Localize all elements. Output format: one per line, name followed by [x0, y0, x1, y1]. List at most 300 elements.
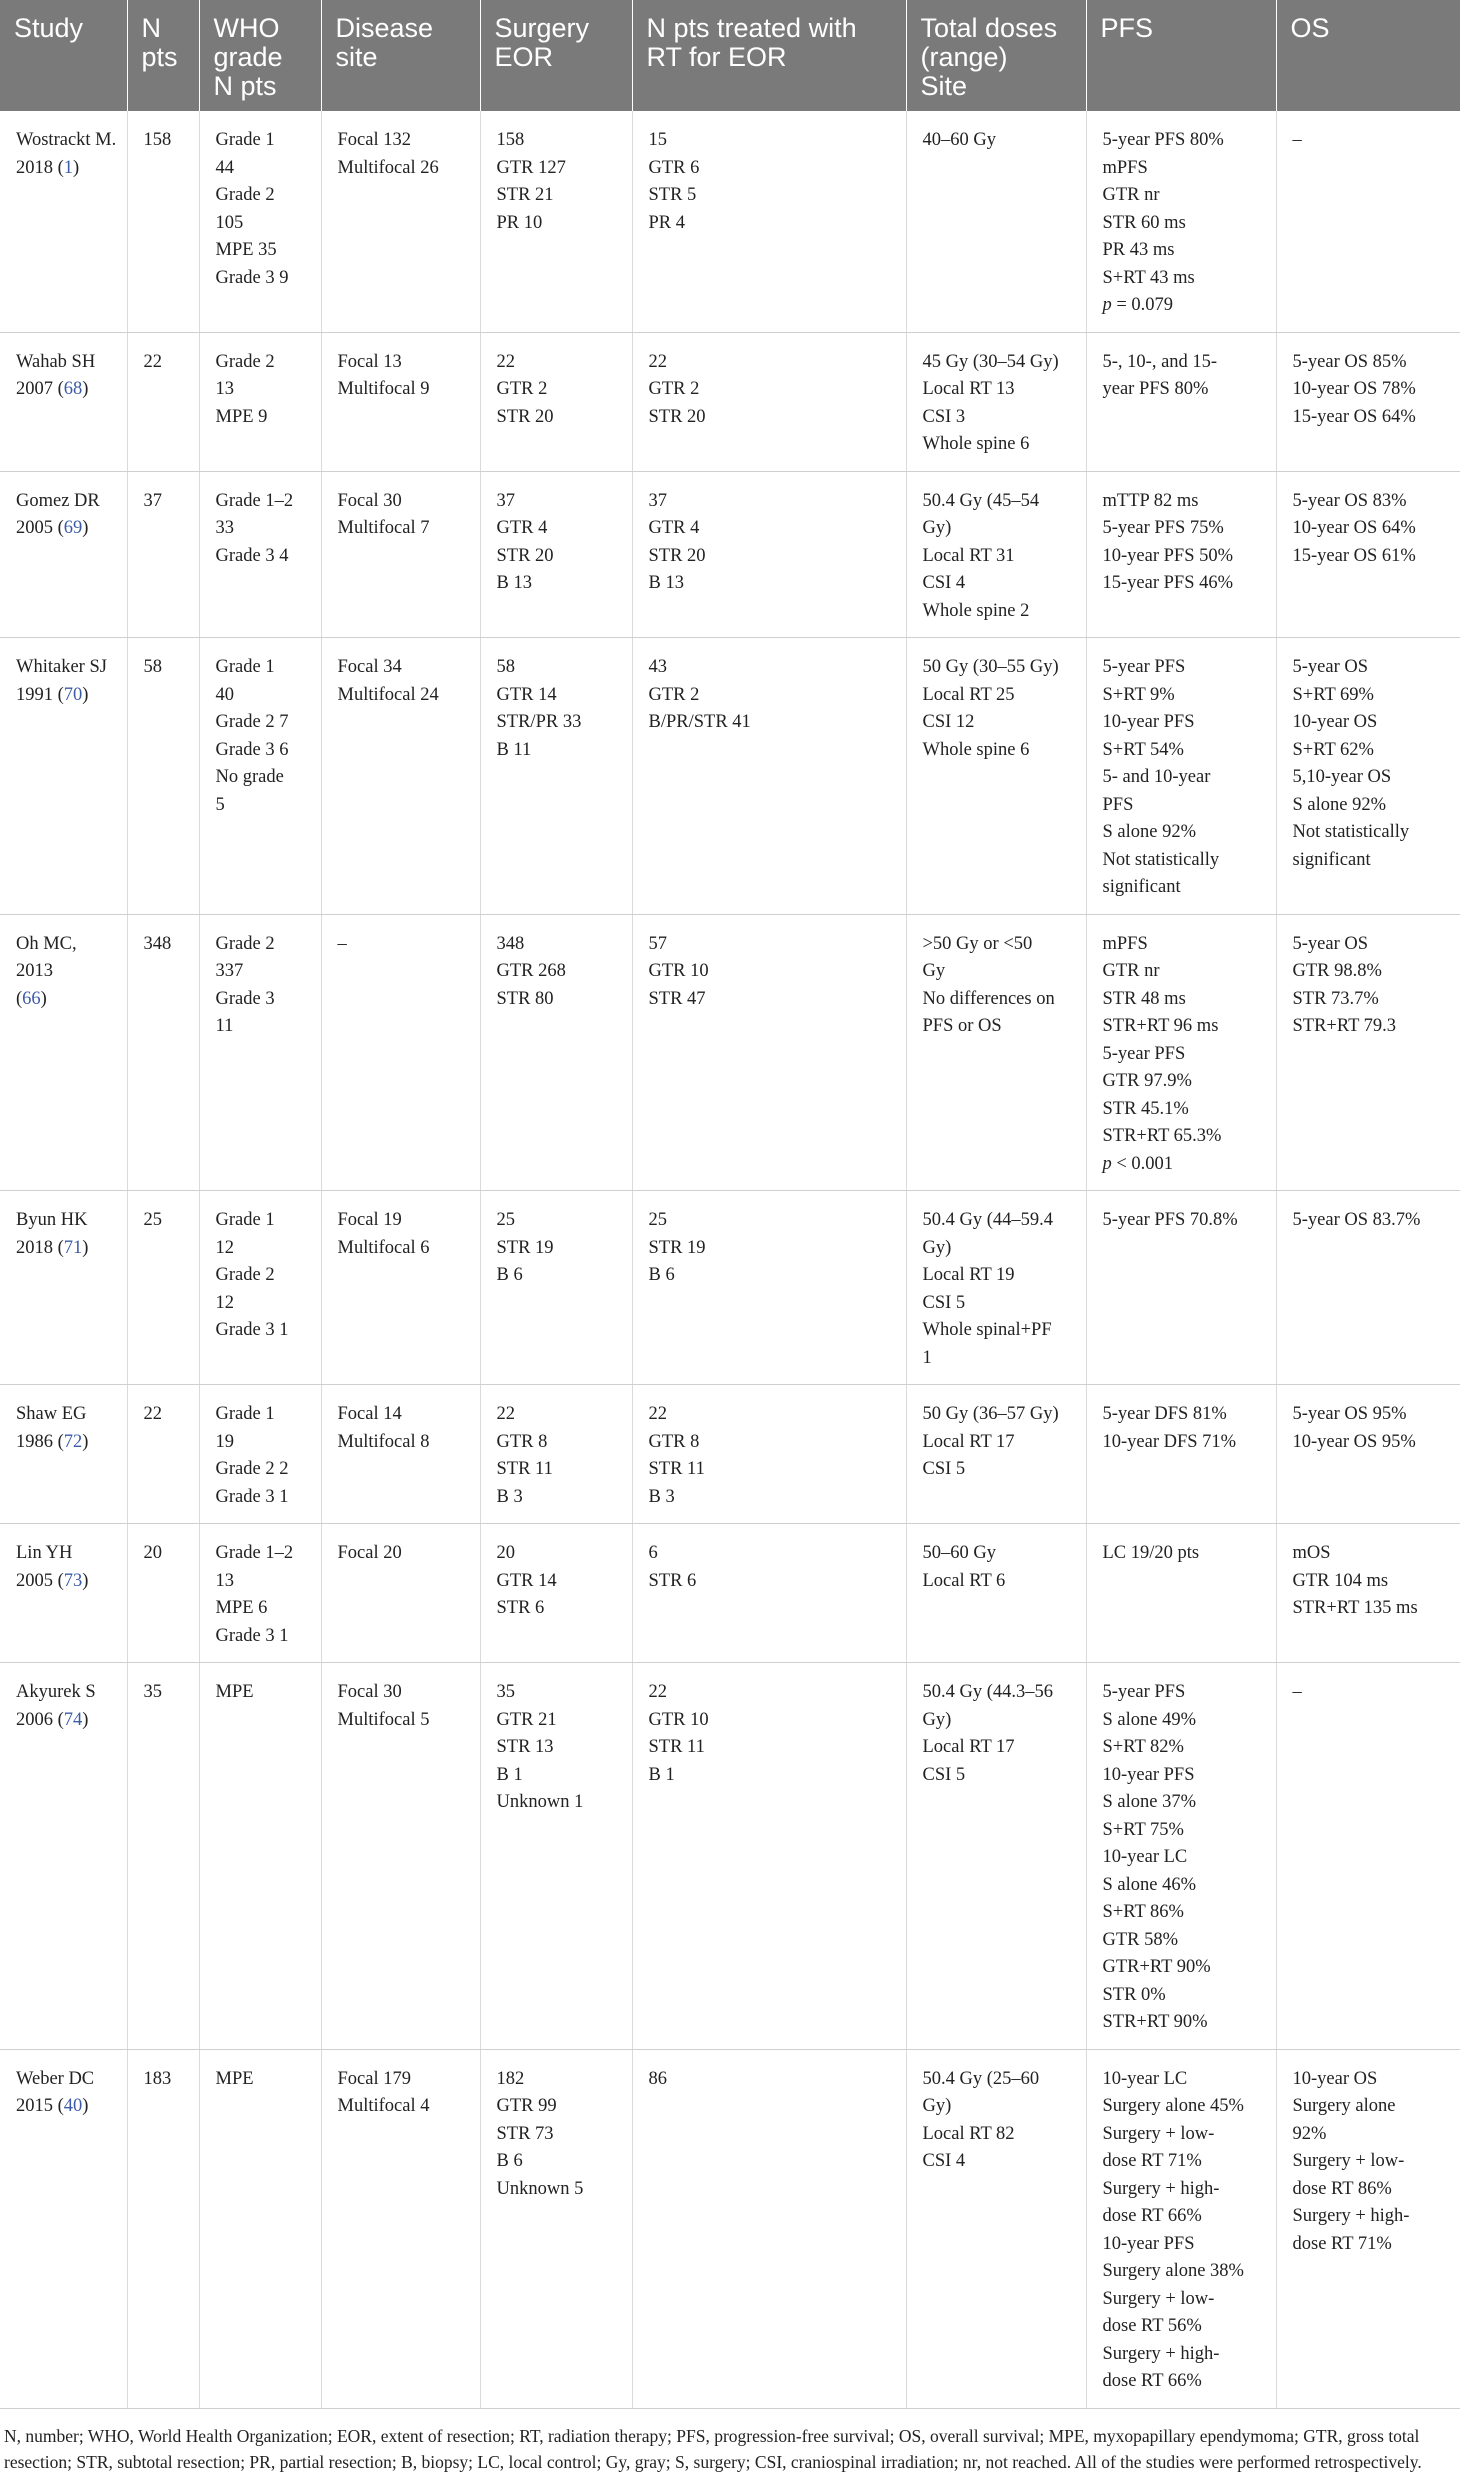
cell-line: GTR 268: [496, 961, 566, 981]
cell-line: Grade 2 7: [215, 712, 289, 732]
cell-line: Multifocal 8: [337, 1431, 430, 1452]
study-year: (: [16, 988, 23, 1009]
reference-link[interactable]: 66: [22, 988, 41, 1009]
study-author: Byun HK: [16, 1210, 88, 1230]
cell-line: N pts: [213, 71, 277, 101]
ref-close-paren: ): [82, 1237, 89, 1258]
cell-line: PR 10: [496, 212, 543, 233]
cell-os: [1276, 1524, 1460, 1663]
cell-line: 5-year OS 85%: [1292, 351, 1407, 372]
cell-line: 10-year PFS: [1102, 712, 1195, 732]
cell-line: 40: [215, 684, 234, 705]
cell-line: [1103, 1151, 1266, 1179]
cell-line: Gy): [922, 1709, 952, 1730]
cell-rt: [632, 471, 906, 638]
cell-line: GTR 10: [648, 961, 709, 981]
cell-line: 12: [215, 1292, 234, 1313]
cell-line: 5-year OS: [1292, 933, 1369, 954]
cell-line: 19: [215, 1431, 234, 1452]
cell-surgery: [480, 111, 632, 332]
cell-line: EOR: [494, 42, 554, 72]
cell-line: 15-year OS 61%: [1292, 545, 1416, 566]
cell-line: GTR 104 ms: [1292, 1570, 1389, 1591]
cell-line: 25: [648, 1210, 667, 1230]
cell-line: S+RT 86%: [1102, 1902, 1184, 1922]
cell-line: STR 60 ms: [1102, 212, 1186, 233]
cell-pfs: [1086, 1524, 1276, 1663]
cell-study: [0, 1191, 127, 1385]
cell-line: 20: [496, 1543, 515, 1563]
cell-line: GTR 4: [648, 518, 700, 538]
cell-line: Focal 30: [337, 490, 402, 511]
cell-line: Grade 3 1: [215, 1320, 289, 1340]
cell-who: [199, 914, 321, 1191]
reference-link[interactable]: 73: [63, 1570, 83, 1591]
column-header: [199, 0, 321, 111]
cell-line: 5-year PFS 75%: [1102, 518, 1224, 538]
cell-line: Site: [920, 71, 968, 101]
p-value: < 0.001: [1111, 1153, 1174, 1174]
cell-line: 50 Gy (36–57 Gy): [922, 1404, 1059, 1424]
cell-line: 13: [215, 379, 234, 399]
cell-line: 22: [496, 1404, 515, 1424]
cell-site: [321, 2049, 480, 2408]
cell-line: Gy): [922, 2096, 952, 2116]
reference-link[interactable]: 40: [63, 2096, 83, 2116]
cell-line: STR 19: [648, 1237, 706, 1258]
cell-n: [127, 1191, 199, 1385]
study-year-ref: [16, 2093, 117, 2121]
cell-line: dose RT 86%: [1292, 2178, 1392, 2199]
cell-line: S alone 46%: [1102, 1874, 1197, 1895]
reference-link[interactable]: 72: [63, 1431, 83, 1452]
cell-pfs: [1086, 332, 1276, 471]
cell-line: 10-year PFS: [1102, 2233, 1195, 2254]
study-year: 2018 (: [16, 157, 64, 178]
cell-line: Local RT 25: [922, 684, 1015, 705]
cell-rt: [632, 1663, 906, 2050]
cell-line: B 6: [496, 2151, 523, 2171]
cell-os: [1276, 111, 1460, 332]
cell-line: 15: [648, 130, 667, 150]
cell-who: [199, 2049, 321, 2408]
cell-line: site: [335, 42, 378, 72]
cell-site: [321, 111, 480, 332]
cell-line: Unknown 5: [496, 2178, 584, 2199]
cell-os: [1276, 1191, 1460, 1385]
cell-line: 10-year PFS 50%: [1102, 545, 1234, 566]
cell-line: Surgery alone: [1292, 2096, 1396, 2116]
cell-dose: [906, 914, 1086, 1191]
cell-line: 105: [215, 212, 244, 233]
cell-line: RT for EOR: [646, 42, 787, 72]
cell-line: 6: [648, 1543, 658, 1563]
study-year-ref: [16, 515, 117, 543]
cell-study: [0, 1385, 127, 1524]
cell-line: Grade 1–2: [215, 1543, 294, 1563]
cell-line: 35: [143, 1682, 162, 1702]
cell-line: 50 Gy (30–55 Gy): [922, 657, 1059, 677]
cell-surgery: [480, 2049, 632, 2408]
study-year-ref: [16, 986, 117, 1014]
cell-line: Not statistically: [1292, 822, 1410, 842]
cell-line: STR/PR 33: [496, 712, 582, 732]
study-author: Gomez DR: [16, 490, 100, 511]
cell-line: No grade: [215, 767, 284, 787]
cell-line: MPE 35: [215, 240, 277, 260]
cell-line: Surgery alone 38%: [1102, 2261, 1244, 2281]
cell-line: B 6: [496, 1265, 523, 1285]
cell-line: S alone 92%: [1292, 794, 1387, 815]
cell-line: dose RT 66%: [1102, 2206, 1202, 2226]
cell-line: 348: [496, 933, 525, 954]
cell-line: 10-year DFS 71%: [1102, 1431, 1237, 1452]
cell-surgery: [480, 914, 632, 1191]
cell-line: 5-year DFS 81%: [1102, 1404, 1227, 1424]
cell-line: pts: [141, 42, 178, 72]
cell-line: 5-year PFS 70.8%: [1102, 1210, 1238, 1230]
cell-line: STR 11: [648, 1737, 705, 1757]
cell-pfs: [1086, 2049, 1276, 2408]
cell-pfs: [1086, 1191, 1276, 1385]
cell-line: GTR 4: [496, 518, 548, 538]
cell-line: Local RT 17: [922, 1737, 1015, 1757]
study-year: 2005 (: [16, 1570, 64, 1591]
cell-line: 10-year OS: [1292, 2068, 1378, 2089]
cell-site: [321, 638, 480, 915]
table-row: [0, 1524, 1460, 1663]
ref-close-paren: ): [40, 988, 47, 1009]
cell-line: –: [1292, 1682, 1302, 1702]
cell-line: Surgery alone 45%: [1102, 2096, 1244, 2116]
study-author: Shaw EG: [16, 1404, 87, 1424]
cell-line: MPE: [215, 1682, 254, 1702]
cell-line: 10-year OS 95%: [1292, 1431, 1416, 1452]
cell-line: STR 48 ms: [1102, 988, 1186, 1009]
cell-line: Grade 2: [215, 185, 275, 205]
cell-line: mTTP 82 ms: [1102, 490, 1199, 511]
cell-line: N: [141, 13, 161, 43]
cell-line: Grade 3 9: [215, 267, 289, 288]
study-year-ref: [16, 1429, 117, 1457]
cell-line: Focal 132: [337, 130, 411, 150]
cell-line: 50.4 Gy (45–54: [922, 490, 1040, 511]
reference-link[interactable]: 69: [63, 518, 83, 538]
cell-line: B 11: [496, 739, 532, 760]
cell-line: B 6: [648, 1265, 675, 1285]
cell-dose: [906, 1663, 1086, 2050]
cell-line: Local RT 19: [922, 1265, 1015, 1285]
cell-line: STR 20: [496, 545, 554, 566]
cell-line: 5-year OS 83.7%: [1292, 1210, 1421, 1230]
cell-site: [321, 1524, 480, 1663]
cell-line: 22: [648, 1682, 667, 1702]
cell-line: STR 20: [648, 406, 706, 427]
cell-site: [321, 914, 480, 1191]
cell-line: 158: [496, 130, 525, 150]
p-symbol: p: [1102, 1153, 1112, 1174]
table-row: [0, 111, 1460, 332]
reference-link[interactable]: 68: [63, 379, 83, 399]
reference-link[interactable]: 70: [63, 684, 83, 705]
reference-link[interactable]: 74: [63, 1709, 83, 1730]
cell-line: 12: [215, 1237, 234, 1258]
cell-line: GTR 10: [648, 1709, 709, 1730]
cell-who: [199, 1385, 321, 1524]
cell-line: GTR 2: [648, 379, 700, 399]
cell-line: 11: [215, 1016, 234, 1036]
cell-line: LC 19/20 pts: [1102, 1543, 1200, 1563]
cell-line: PFS: [1102, 794, 1134, 815]
cell-os: [1276, 638, 1460, 915]
cell-line: GTR 127: [496, 157, 566, 178]
reference-link[interactable]: 71: [63, 1237, 83, 1258]
cell-line: STR 6: [648, 1570, 697, 1591]
study-author: Oh MC, 2013: [16, 933, 77, 981]
cell-line: Whole spine 6: [922, 434, 1030, 454]
study-year-ref: [16, 1568, 117, 1596]
cell-surgery: [480, 1385, 632, 1524]
cell-who: [199, 332, 321, 471]
cell-line: mPFS: [1102, 933, 1148, 954]
cell-line: 50.4 Gy (44.3–56: [922, 1682, 1054, 1702]
cell-line: STR 73: [496, 2123, 554, 2144]
cell-line: Disease: [335, 13, 434, 43]
cell-n: [127, 332, 199, 471]
study-year: 2007 (: [16, 379, 64, 399]
cell-pfs: [1086, 471, 1276, 638]
cell-line: Grade 1: [215, 1404, 275, 1424]
cell-line: (range): [920, 42, 1008, 72]
cell-line: CSI 5: [922, 1459, 966, 1479]
cell-who: [199, 471, 321, 638]
cell-line: Grade 2: [215, 933, 275, 954]
cell-line: GTR 97.9%: [1102, 1071, 1192, 1091]
cell-line: 1: [922, 1347, 932, 1368]
cell-line: No differences on: [922, 988, 1055, 1009]
cell-line: GTR 58%: [1102, 1929, 1179, 1950]
cell-surgery: [480, 638, 632, 915]
cell-study: [0, 471, 127, 638]
ref-close-paren: ): [82, 518, 89, 538]
cell-dose: [906, 638, 1086, 915]
cell-line: Gy: [922, 961, 946, 981]
cell-site: [321, 471, 480, 638]
cell-line: B 1: [648, 1764, 675, 1785]
cell-os: [1276, 1663, 1460, 2050]
cell-line: 5-, 10-, and 15-: [1102, 351, 1218, 372]
cell-line: STR 73.7%: [1292, 988, 1379, 1009]
cell-os: [1276, 1385, 1460, 1524]
ref-close-paren: ): [73, 157, 80, 178]
cell-line: Local RT 82: [922, 2123, 1015, 2144]
cell-line: Grade 3 1: [215, 1486, 289, 1507]
cell-line: Grade 1–2: [215, 490, 294, 511]
cell-line: Unknown 1: [496, 1792, 584, 1812]
cell-line: PR 4: [648, 212, 686, 233]
ref-close-paren: ): [82, 1431, 89, 1452]
cell-line: 5-year PFS: [1102, 1682, 1186, 1702]
cell-line: Local RT 17: [922, 1431, 1015, 1452]
study-author: Lin YH: [16, 1543, 73, 1563]
header-row: [0, 0, 1460, 111]
cell-line: STR 13: [496, 1737, 554, 1757]
table-row: [0, 332, 1460, 471]
reference-link[interactable]: 1: [63, 157, 74, 178]
column-header: [906, 0, 1086, 111]
cell-line: 337: [215, 961, 244, 981]
ref-close-paren: ): [82, 379, 89, 399]
study-author: Wahab SH: [16, 351, 96, 372]
cell-line: 33: [215, 518, 234, 538]
cell-n: [127, 1663, 199, 2050]
cell-dose: [906, 2049, 1086, 2408]
cell-study: [0, 1524, 127, 1663]
cell-line: Grade 1: [215, 1210, 275, 1230]
cell-line: Multifocal 4: [337, 2096, 430, 2116]
cell-line: dose RT 71%: [1292, 2233, 1392, 2254]
cell-line: Focal 30: [337, 1682, 402, 1702]
cell-line: Multifocal 6: [337, 1237, 430, 1258]
cell-line: MPE 6: [215, 1598, 268, 1618]
cell-site: [321, 1663, 480, 2050]
column-header: [632, 0, 906, 111]
cell-line: S+RT 43 ms: [1102, 267, 1195, 288]
cell-line: Surgery: [494, 13, 590, 43]
cell-line: 5-year OS: [1292, 657, 1369, 677]
cell-line: Focal 14: [337, 1404, 402, 1424]
cell-n: [127, 111, 199, 332]
cell-os: [1276, 914, 1460, 1191]
cell-rt: [632, 1385, 906, 1524]
cell-n: [127, 914, 199, 1191]
cell-os: [1276, 2049, 1460, 2408]
p-value: = 0.079: [1111, 295, 1174, 315]
cell-surgery: [480, 1191, 632, 1385]
cell-line: Surgery + high-: [1292, 2206, 1410, 2226]
cell-line: Multifocal 7: [337, 518, 430, 538]
cell-line: 35: [496, 1682, 515, 1702]
cell-line: mOS: [1292, 1543, 1331, 1563]
cell-line: STR 6: [496, 1598, 545, 1618]
cell-line: 348: [143, 933, 172, 954]
cell-line: STR 11: [648, 1459, 705, 1479]
cell-line: 45 Gy (30–54 Gy): [922, 351, 1059, 372]
study-author: Weber DC: [16, 2068, 95, 2089]
table-row: [0, 1385, 1460, 1524]
cell-surgery: [480, 471, 632, 638]
cell-line: Surgery + high-: [1102, 2343, 1220, 2364]
cell-line: Local RT 6: [922, 1570, 1006, 1591]
cell-line: Focal 179: [337, 2068, 411, 2089]
cell-line: 10-year PFS: [1102, 1764, 1195, 1785]
cell-line: Grade 1: [215, 130, 275, 150]
cell-line: Whole spine 2: [922, 600, 1030, 621]
cell-line: Grade 3 4: [215, 545, 289, 566]
cell-line: S+RT 54%: [1102, 739, 1184, 760]
cell-line: STR 20: [648, 545, 706, 566]
cell-pfs: [1086, 1663, 1276, 2050]
cell-n: [127, 1524, 199, 1663]
cell-line: –: [1292, 130, 1302, 150]
cell-line: Surgery + low-: [1292, 2151, 1405, 2171]
cell-pfs: [1086, 1385, 1276, 1524]
cell-surgery: [480, 332, 632, 471]
cell-line: Grade 2 2: [215, 1459, 289, 1479]
cell-line: Local RT 13: [922, 379, 1015, 399]
cell-line: 43: [648, 657, 667, 677]
cell-line: S alone 92%: [1102, 822, 1197, 842]
cell-line: significant: [1102, 877, 1181, 897]
cell-line: STR 80: [496, 988, 554, 1009]
study-year: 1986 (: [16, 1431, 64, 1452]
cell-dose: [906, 1191, 1086, 1385]
cell-n: [127, 638, 199, 915]
cell-line: CSI 12: [922, 712, 975, 732]
cell-line: Not statistically: [1102, 849, 1220, 870]
cell-who: [199, 111, 321, 332]
cell-line: MPE 9: [215, 406, 268, 427]
cell-line: –: [337, 933, 347, 954]
cell-line: WHO: [213, 13, 280, 43]
cell-line: MPE: [215, 2068, 254, 2089]
cell-line: STR 45.1%: [1102, 1098, 1189, 1119]
cell-line: STR 47: [648, 988, 706, 1009]
cell-line: Whole spinal+PF: [922, 1320, 1052, 1340]
study-author: Akyurek S: [16, 1682, 96, 1702]
cell-line: Surgery + low-: [1102, 2288, 1215, 2309]
cell-line: 10-year LC: [1102, 1847, 1188, 1867]
cell-line: significant: [1292, 849, 1371, 870]
cell-line: S+RT 75%: [1102, 1819, 1184, 1840]
cell-line: 57: [648, 933, 667, 954]
cell-line: Grade 1: [215, 657, 275, 677]
table-row: [0, 1191, 1460, 1385]
table-row: [0, 2049, 1460, 2408]
cell-rt: [632, 914, 906, 1191]
cell-line: Total doses: [920, 13, 1058, 43]
cell-rt: [632, 2049, 906, 2408]
cell-line: Focal 19: [337, 1210, 402, 1230]
cell-n: [127, 1385, 199, 1524]
cell-line: GTR+RT 90%: [1102, 1957, 1211, 1977]
cell-rt: [632, 332, 906, 471]
study-year-ref: [16, 1235, 117, 1263]
study-year-ref: [16, 376, 117, 404]
cell-line: STR 0%: [1102, 1984, 1166, 2005]
table-row: [0, 1663, 1460, 2050]
cell-line: 10-year OS 64%: [1292, 518, 1416, 538]
cell-line: GTR 6: [648, 157, 700, 178]
cell-line: dose RT 56%: [1102, 2316, 1202, 2336]
cell-site: [321, 332, 480, 471]
ref-close-paren: ): [82, 1709, 89, 1730]
table-row: [0, 471, 1460, 638]
study-year-ref: [16, 682, 117, 710]
cell-line: STR 5: [648, 185, 697, 205]
cell-line: B 1: [496, 1764, 523, 1785]
cell-study: [0, 1663, 127, 2050]
cell-line: 5,10-year OS: [1292, 767, 1392, 787]
cell-line: GTR 14: [496, 1570, 557, 1591]
table-body: [0, 111, 1460, 2408]
cell-line: mPFS: [1102, 157, 1148, 178]
table-row: [0, 914, 1460, 1191]
cell-line: STR+RT 79.3: [1292, 1016, 1397, 1036]
cell-line: 183: [143, 2068, 172, 2089]
cell-line: GTR 8: [648, 1431, 700, 1452]
cell-line: S+RT 9%: [1102, 684, 1175, 705]
